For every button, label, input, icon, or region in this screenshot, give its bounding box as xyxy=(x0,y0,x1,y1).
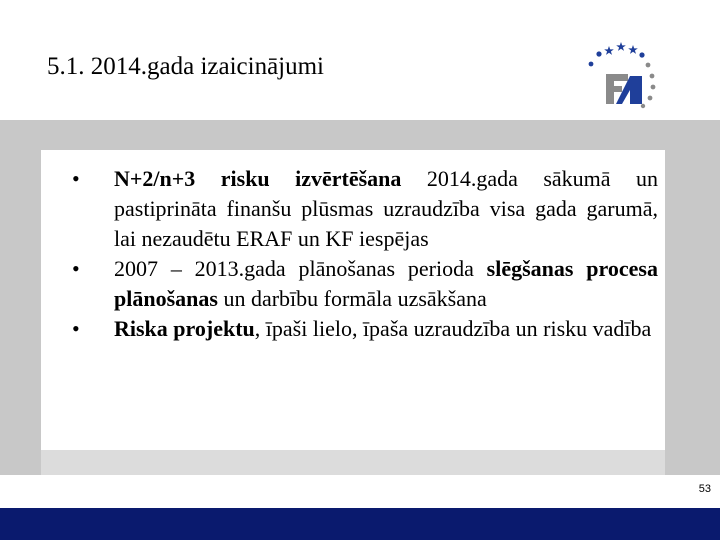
right-frame xyxy=(665,150,720,475)
logo-star-ring xyxy=(589,42,645,66)
bullet-dot: • xyxy=(72,316,80,341)
eu-fm-logo-icon xyxy=(586,38,660,110)
bullet-1-bold: N+2/n+3 risku izvērtēšana xyxy=(114,166,402,191)
bullet-list xyxy=(72,164,658,344)
footer-area xyxy=(0,475,720,508)
bullet-dot: • xyxy=(72,166,80,191)
bullet-3-bold: Riska projektu xyxy=(114,316,255,341)
content-panel xyxy=(41,150,665,450)
bullet-item-3 xyxy=(72,314,658,344)
page-number: 53 xyxy=(698,483,711,495)
bullet-2-pre: 2007 – 2013.gada plānošanas perioda xyxy=(114,256,487,281)
bullet-3-text: , īpaši lielo, īpaša uzraudzība un risku vadība xyxy=(254,316,652,341)
content-panel-shadow xyxy=(41,450,665,475)
bullet-1-text: 2014.gada sākumā un pastiprināta finanšu plūsmas uzraudzība visa gada garumā, lai nezaudētu ERAF un KF iespējas xyxy=(114,166,659,251)
bullet-item-2 xyxy=(72,254,658,314)
logo-fm-mark xyxy=(606,74,642,104)
slide-header xyxy=(0,0,720,120)
footer-bar xyxy=(0,508,720,540)
bullet-2-text: un darbību formāla uzsākšana xyxy=(217,286,487,311)
header-divider-band xyxy=(0,120,720,150)
left-frame xyxy=(0,150,41,475)
bullet-2-bold: slēgšanas procesa plānošanas xyxy=(114,256,658,311)
slide-title: 5.1. 2014.gada izaicinājumi xyxy=(47,53,325,80)
bullet-dot: • xyxy=(72,256,80,281)
bullet-item-1 xyxy=(72,164,658,254)
